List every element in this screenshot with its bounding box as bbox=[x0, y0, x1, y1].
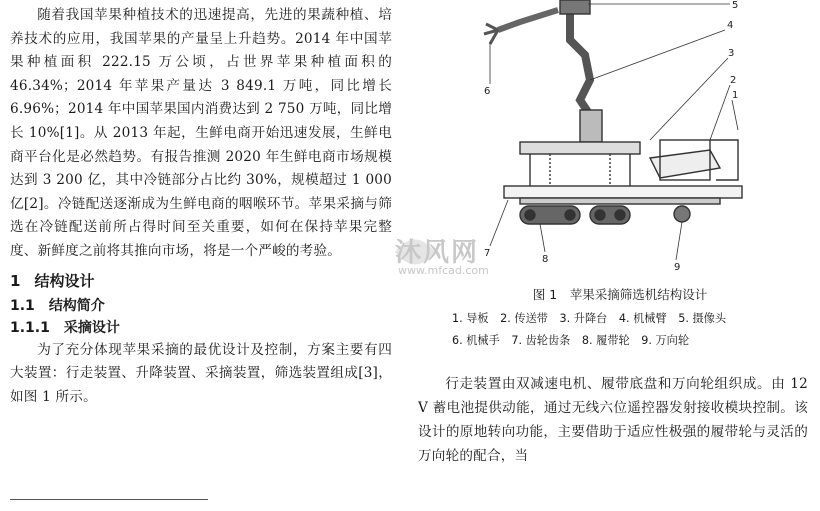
camera bbox=[560, 0, 590, 14]
section-title: 结构设计 bbox=[34, 271, 95, 290]
legend-item-6: 6. 机械手 bbox=[452, 334, 500, 347]
arm-base bbox=[580, 110, 602, 142]
subsubsection-heading bbox=[10, 317, 392, 337]
watermark-text: 沐风网 bbox=[395, 238, 480, 268]
subsection-number: 1.1 bbox=[10, 297, 35, 314]
legend-item-5: 5. 摄像头 bbox=[678, 312, 727, 325]
legend-item-3: 3. 升降台 bbox=[559, 312, 608, 325]
figure-caption: 图 1 苹果采摘筛选机结构设计 bbox=[532, 287, 708, 302]
callout-8: 8 bbox=[542, 254, 549, 265]
subsubsection-number: 1.1.1 bbox=[10, 319, 50, 336]
callout-4: 4 bbox=[727, 20, 734, 31]
right-body-paragraph: 行走装置由双减速电机、履带底盘和万向轮组织成。由 12 V 蓄电池提供动能，通过无线六位遥控器发射接收模块控制。该设计的原地转向功能，主要借助于适应性极强的履带轮与灵活的万向轮的配合，当 bbox=[418, 376, 808, 464]
intro-paragraph: 随着我国苹果种植技术的迅速提高，先进的果蔬种植、培养技术的应用，我国苹果的产量呈上升趋势。2014 年中国苹果种植面积 222.15 万公顷，占世界苹果种植面积的 46.34%；2014 年苹果产量达 3 849.1 万吨，同比增长 6.96%；2014 年中国苹果国内消费达到 2 750 万吨，同比增长 10%[1]。从 2013 年起，生鲜电商开始迅速发展，生鲜电商平台化是必然趋势。有报告推测 2020 年生鲜电商市场规模达到 3 200 亿，其中冷链部分占比约 30%，规模超过 1 000 亿[2]。冷链配送逐渐成为生鲜电商的咽喉环节。苹果采摘与筛选在冷链配送前所占得时间至关重要，如何在保持苹果完整度、新鲜度之前将其推向市场，将是一个严峻的考验。 bbox=[10, 7, 392, 259]
track-wheels bbox=[520, 206, 630, 224]
legend-row-1 bbox=[452, 310, 812, 326]
callout-3: 3 bbox=[728, 48, 735, 59]
subsection-title: 结构简介 bbox=[48, 297, 105, 314]
callout-6: 6 bbox=[484, 86, 491, 97]
callout-9: 9 bbox=[674, 262, 681, 273]
left-column bbox=[10, 4, 392, 409]
gripper-hand bbox=[484, 24, 498, 44]
legend-item-2: 2. 传送带 bbox=[500, 312, 548, 325]
right-column bbox=[418, 372, 808, 468]
callout-1: 1 bbox=[732, 90, 739, 101]
legend-item-8: 8. 履带轮 bbox=[581, 334, 630, 347]
mechanical-arm bbox=[570, 0, 590, 112]
legend-row-2 bbox=[452, 332, 812, 348]
chassis bbox=[504, 186, 742, 198]
callout-2: 2 bbox=[730, 75, 737, 86]
body-paragraph: 为了充分体现苹果采摘的最优设计及控制，方案主要有四大装置：行走装置、升降装置、采摘装置，筛选装置组成[3]，如图 1 所示。 bbox=[10, 341, 392, 405]
callout-7: 7 bbox=[484, 248, 491, 259]
universal-wheel bbox=[674, 206, 690, 222]
callout-5: 5 bbox=[732, 0, 739, 11]
subsection-heading bbox=[10, 295, 392, 315]
section-number: 1 bbox=[10, 271, 21, 290]
arm-joints bbox=[498, 10, 558, 30]
legend-item-1: 1. 导板 bbox=[452, 312, 489, 325]
legend-item-7: 7. 齿轮齿条 bbox=[511, 334, 571, 347]
chassis-bottom bbox=[520, 198, 720, 204]
subsubsection-title: 采摘设计 bbox=[63, 319, 120, 336]
legend-item-9: 9. 万向轮 bbox=[641, 334, 690, 347]
lift-platform bbox=[520, 142, 640, 154]
watermark-url: www.mfcad.com bbox=[398, 264, 489, 277]
footnote-rule bbox=[10, 499, 208, 500]
legend-item-4: 4. 机械臂 bbox=[618, 312, 667, 325]
